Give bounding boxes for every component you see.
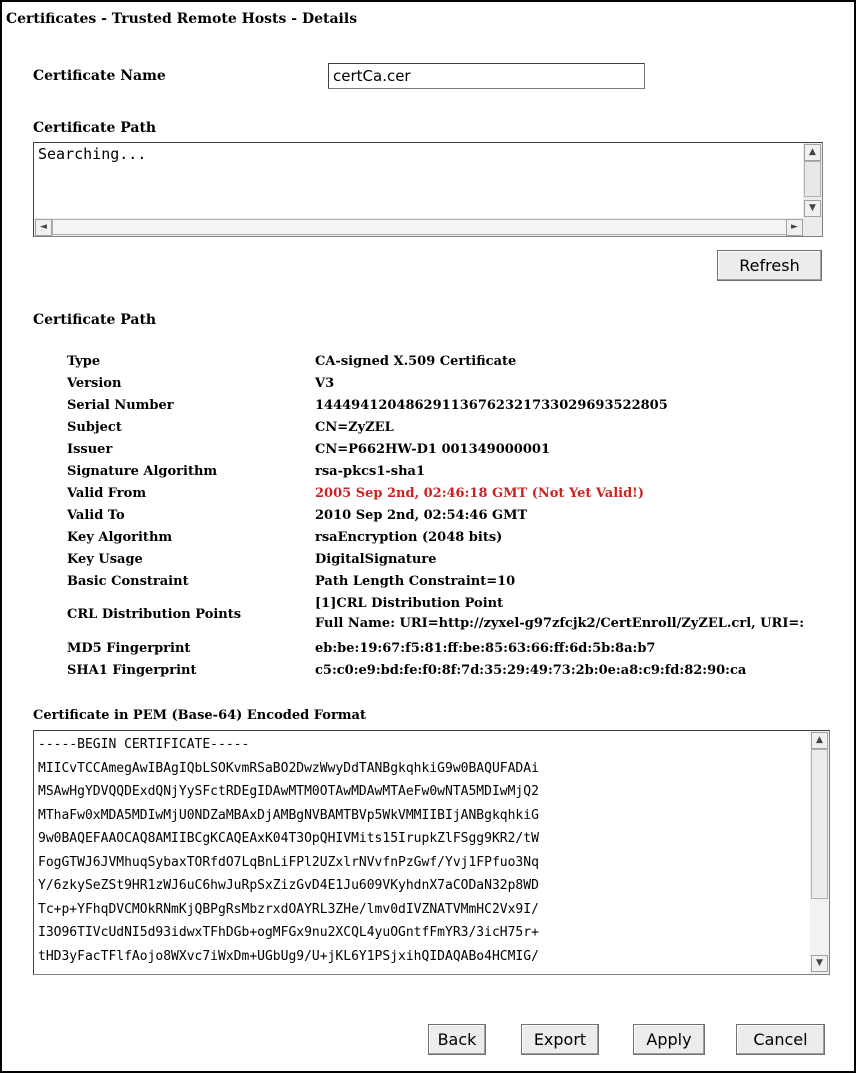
detail-key: Type xyxy=(67,354,101,369)
detail-row-crl xyxy=(0,596,856,638)
detail-value: [1]CRL Distribution Point xyxy=(315,596,504,611)
scroll-down-arrow-icon[interactable]: ▼ xyxy=(811,955,828,972)
detail-value: DigitalSignature xyxy=(315,552,437,567)
detail-key: Subject xyxy=(67,420,122,435)
pem-line: FogGTWJ6JVMhuqSybaxTORfdO7LqBnLiFPl2UZxlrNVvfnPzGwf/Yvj1FPfuo3Nq xyxy=(38,854,539,870)
cert-path-label: Certificate Path xyxy=(33,120,157,136)
cert-path-text: Searching... xyxy=(38,145,147,163)
detail-key: CRL Distribution Points xyxy=(67,607,242,622)
back-button[interactable]: Back xyxy=(428,1024,486,1055)
pem-line: tHD3yFacTFlfAojo8WXvc7iWxDm+UGbUg9/U+jKL6Y1PSjxihQIDAQABo4HCMIG/ xyxy=(38,948,539,964)
detail-value: 2010 Sep 2nd, 02:54:46 GMT xyxy=(315,508,528,523)
detail-value: 144494120486291136762321733029693522805 xyxy=(315,398,668,413)
cancel-button[interactable]: Cancel xyxy=(736,1024,825,1055)
cert-path-vscrollbar[interactable] xyxy=(803,143,822,219)
hscroll-thumb[interactable] xyxy=(52,219,787,235)
cert-name-input[interactable] xyxy=(328,63,645,89)
pem-line: MThaFw0xMDA5MDIwMjU0NDZaMBAxDjAMBgNVBAMTBVp5WkVMMIIBIjANBgkqhkiG xyxy=(38,807,539,823)
cert-path-hscrollbar[interactable] xyxy=(34,218,804,236)
cert-name-label: Certificate Name xyxy=(33,68,166,84)
scroll-thumb[interactable] xyxy=(811,749,828,899)
detail-value: c5:c0:e9:bd:fe:f0:8f:7d:35:29:49:73:2b:0e:a8:c9:fd:82:90:ca xyxy=(315,663,747,678)
detail-key: MD5 Fingerprint xyxy=(67,641,191,656)
detail-key: Valid To xyxy=(67,508,125,523)
scroll-down-arrow-icon[interactable]: ▼ xyxy=(804,200,821,217)
scroll-up-arrow-icon[interactable]: ▲ xyxy=(804,144,821,161)
detail-value: CN=ZyZEL xyxy=(315,420,394,435)
scroll-thumb[interactable] xyxy=(804,161,821,197)
pem-line: 9w0BAQEFAAOCAQ8AMIIBCgKCAQEAxK04T3OpQHIVMits15IrupkZlFSgg9KR2/tW xyxy=(38,831,539,846)
detail-key: Serial Number xyxy=(67,398,174,413)
detail-key: SHA1 Fingerprint xyxy=(67,663,197,678)
detail-key: Basic Constraint xyxy=(67,574,189,589)
detail-key: Key Algorithm xyxy=(67,530,173,545)
detail-value: eb:be:19:67:f5:81:ff:be:85:63:66:ff:6d:5b:8a:b7 xyxy=(315,641,656,656)
detail-key: Version xyxy=(67,376,122,391)
pem-line: MSAwHgYDVQQDExdQNjYySFctRDEgIDAwMTM0OTAwMDAwMTAeFw0wNTA5MDIwMjQ2 xyxy=(38,784,539,799)
pem-label: Certificate in PEM (Base-64) Encoded Format xyxy=(33,708,366,723)
pem-line: I3O96TIVcUdNI5d93idwxTFhDGb+ogMFGx9nu2XCQL4yuOGntfFmYR3/3icH75r+ xyxy=(38,925,539,940)
detail-value: V3 xyxy=(315,376,335,391)
pem-line: Y/6zkySeZSt9HR1zWJ6uC6hwJuRpSxZizGvD4E1Ju609VKyhdnX7aCODaN32p8WD xyxy=(38,878,539,893)
pem-textarea[interactable] xyxy=(33,730,830,975)
scroll-right-arrow-icon[interactable]: ► xyxy=(786,219,803,236)
page-title: Certificates - Trusted Remote Hosts - Details xyxy=(6,11,358,27)
pem-vscrollbar[interactable] xyxy=(810,731,829,974)
detail-value: Path Length Constraint=10 xyxy=(315,574,516,589)
apply-button[interactable]: Apply xyxy=(633,1024,705,1055)
refresh-button[interactable]: Refresh xyxy=(717,250,822,281)
details-heading: Certificate Path xyxy=(33,312,157,328)
pem-text xyxy=(34,731,812,970)
detail-value-line2: Full Name: URI=http://zyxel-g97zfcjk2/CertEnroll/ZyZEL.crl, URI=: xyxy=(315,616,805,631)
cert-path-textarea[interactable] xyxy=(33,142,823,237)
detail-value: CA-signed X.509 Certificate xyxy=(315,354,517,369)
scroll-up-arrow-icon[interactable]: ▲ xyxy=(811,732,828,749)
detail-value: rsa-pkcs1-sha1 xyxy=(315,464,425,479)
export-button[interactable]: Export xyxy=(521,1024,599,1055)
scroll-corner xyxy=(803,218,822,236)
detail-value: CN=P662HW-D1 001349000001 xyxy=(315,442,550,457)
pem-line: -----BEGIN CERTIFICATE----- xyxy=(38,737,250,752)
detail-key: Valid From xyxy=(67,486,147,501)
detail-value: rsaEncryption (2048 bits) xyxy=(315,530,503,545)
detail-key: Signature Algorithm xyxy=(67,464,218,479)
detail-value-warning: 2005 Sep 2nd, 02:46:18 GMT (Not Yet Valid!) xyxy=(315,486,645,501)
detail-key: Key Usage xyxy=(67,552,143,567)
detail-key: Issuer xyxy=(67,442,113,457)
pem-line: Tc+p+YFhqDVCMOkRNmKjQBPgRsMbzrxdOAYRL3ZHe/lmv0dIVZNATVMmHC2Vx9I/ xyxy=(38,901,539,917)
scroll-left-arrow-icon[interactable]: ◄ xyxy=(35,219,52,236)
pem-line: MIICvTCCAmegAwIBAgIQbLSOKvmRSaBO2DwzWwyDdTANBgkqhkiG9w0BAQUFADAi xyxy=(38,760,539,776)
